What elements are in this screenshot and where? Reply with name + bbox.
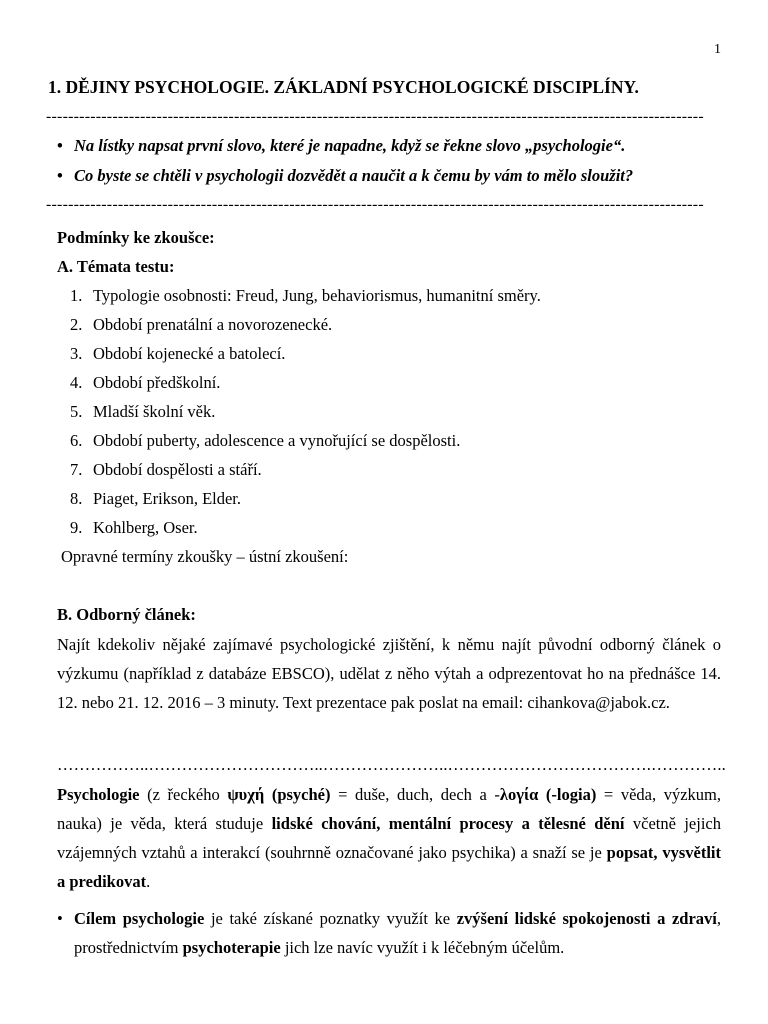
page-title: 1. DĚJINY PSYCHOLOGIE. ZÁKLADNÍ PSYCHOLOGICKÉ DISCIPLÍNY. bbox=[48, 77, 639, 97]
greek-psyche: ψυχή (psyché) bbox=[227, 785, 331, 804]
bullet-icon: • bbox=[57, 166, 63, 185]
term-psychologie: Psychologie bbox=[57, 785, 140, 804]
separator-bottom: ----------------------------------------------------------------------------------------------------------------------- bbox=[46, 196, 704, 213]
section-a-heading: A. Témata testu: bbox=[57, 257, 175, 276]
list-item: 2. Období prenatální a novorozenecké. bbox=[70, 315, 333, 334]
section-b-paragraph: Najít kdekoliv nějaké zajímavé psychologické zjištění, k němu najít původní odborný článek o výzkumu (například z databáze EBSCO), udělat z něho výtah a odprezentovat ho na přednášce 14. 12. nebo 21. 12. 2016 – 3 minuty. Text prezentace pak poslat na email: cihankova@jabok.cz. bbox=[57, 635, 721, 712]
task-item bbox=[57, 166, 633, 186]
bullet-icon: • bbox=[57, 136, 63, 155]
definition-paragraph: Psychologie (z řeckého ψυχή (psyché) = duše, duch, dech a -λογία (-logia) = věda, výzkum, nauka) je věda, která studuje lidské chování, mentální procesy a tělesné dění včetně jejich vzájemných vztahů a interakcí (souhrnně označované jako psychika) a snaží se je popsat, vysvětlit a predikovat. bbox=[57, 785, 721, 891]
section-b-heading: B. Odborný článek: bbox=[57, 605, 196, 624]
list-item: 1. Typologie osobnosti: Freud, Jung, behaviorismus, humanitní směry. bbox=[70, 286, 541, 305]
list-item: 9. Kohlberg, Oser. bbox=[70, 518, 198, 537]
task-item bbox=[57, 136, 625, 156]
list-item: 6. Období puberty, adolescence a vynořující se dospělosti. bbox=[70, 431, 461, 450]
dotted-separator: ……………..…………………………..…………………..……………………………….………….. bbox=[57, 755, 726, 774]
goal-text: Cílem psychologie je také získané poznatky využít ke zvýšení lidské spokojenosti a zdraví, prostřednictvím psychoterapie jich lze navíc využít i k léčebným účelům. bbox=[74, 909, 721, 957]
separator-top: ----------------------------------------------------------------------------------------------------------------------- bbox=[46, 108, 704, 125]
bullet-icon: • bbox=[57, 909, 63, 928]
list-item: 5. Mladší školní věk. bbox=[70, 402, 216, 421]
page-number: 1 bbox=[714, 42, 721, 57]
list-item: 7. Období dospělosti a stáří. bbox=[70, 460, 262, 479]
list-item: 4. Období předškolní. bbox=[70, 373, 221, 392]
greek-logia: λογία (-logia) bbox=[499, 785, 597, 804]
goal-bullet bbox=[57, 904, 721, 962]
retake-text: Opravné termíny zkoušky – ústní zkoušení: bbox=[61, 547, 349, 566]
list-item: 3. Období kojenecké a batolecí. bbox=[70, 344, 286, 363]
task-text: Co byste se chtěli v psychologii dozvědět a naučit a k čemu by vám to mělo sloužit? bbox=[74, 166, 634, 185]
task-text: Na lístky napsat první slovo, které je napadne, když se řekne slovo „psychologie“. bbox=[74, 136, 626, 155]
list-item: 8. Piaget, Erikson, Elder. bbox=[70, 489, 242, 508]
conditions-heading: Podmínky ke zkoušce: bbox=[57, 228, 215, 247]
